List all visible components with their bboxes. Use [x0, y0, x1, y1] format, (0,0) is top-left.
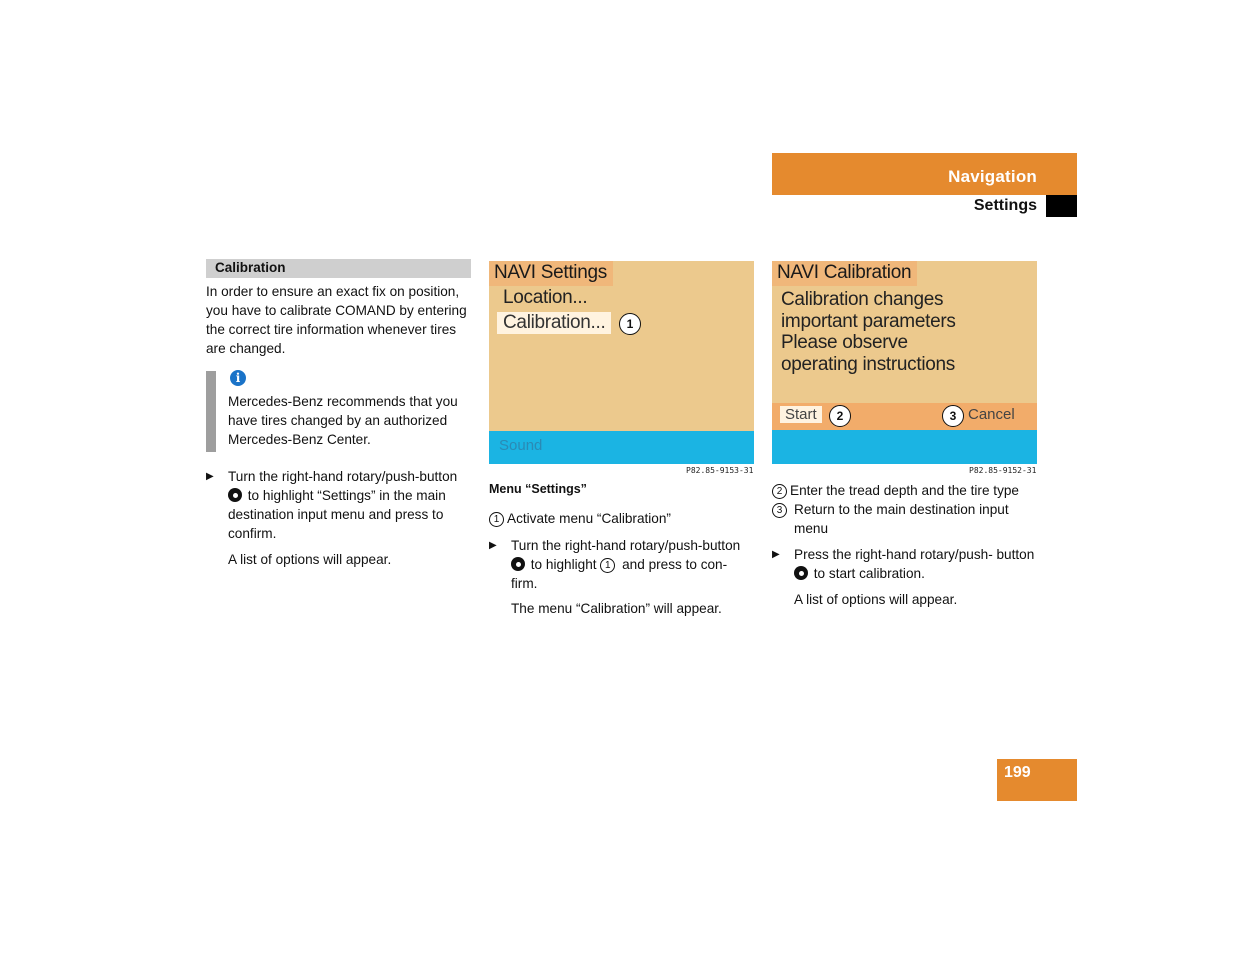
legend-item-1 [489, 509, 755, 528]
callout-number-3: 3 [772, 503, 787, 518]
screen-footer [489, 431, 754, 464]
start-button: Start [780, 406, 822, 423]
step-text-mid: to highlight [530, 557, 597, 572]
info-text: Mercedes-Benz recommends that you have tires changed by an authorized Mercedes-Benz Center. [228, 394, 458, 447]
step-text-pre: Turn the right-hand rotary/push-button [228, 469, 458, 484]
rotary-knob-icon [511, 557, 525, 571]
info-icon: i [230, 370, 246, 386]
step-text-post: and press to con- firm. [511, 557, 728, 591]
rotary-knob-icon [794, 566, 808, 580]
page-number-box [997, 759, 1077, 801]
screen-navi-calibration [772, 261, 1037, 464]
screen-title: NAVI Calibration [772, 261, 917, 286]
thumb-tab-marker [1046, 195, 1077, 217]
page-number: 199 [1004, 764, 1031, 781]
button-bar [772, 403, 1037, 430]
legend-text: Activate menu “Calibration” [507, 511, 671, 526]
figure-caption: Menu “Settings” [489, 482, 587, 496]
menu-item-location: Location... [503, 287, 588, 308]
callout-marker-2: 2 [829, 405, 851, 427]
step-2-result: The menu “Calibration” will appear. [511, 601, 722, 616]
message-line: operating instructions [781, 353, 956, 375]
callout-marker-3: 3 [942, 405, 964, 427]
section-heading-bar [206, 259, 471, 278]
image-code: P82.85-9153-31 [686, 466, 754, 475]
cancel-button: Cancel [968, 406, 1015, 423]
callout-marker-1: 1 [619, 313, 641, 335]
image-code: P82.85-9152-31 [969, 466, 1037, 475]
legend-text: Return to the main destination input menu [794, 502, 1009, 536]
message-line: Please observe [781, 332, 908, 353]
callout-number-1: 1 [489, 512, 504, 527]
callout-number-1: 1 [600, 558, 615, 573]
step-text-pre: Turn the right-hand rotary/push-button [511, 538, 741, 553]
step-1-result: A list of options will appear. [228, 552, 392, 567]
screen-footer [772, 430, 1037, 464]
screen-message [781, 289, 956, 375]
bullet-triangle-icon: ▶ [489, 540, 497, 551]
chapter-subtitle: Settings [973, 197, 1037, 214]
legend-text: Enter the tread depth and the tire type [790, 483, 1019, 498]
step-text-post: to highlight “Settings” in the main destination input menu and press to confirm. [228, 488, 446, 541]
message-line: Calibration changes [781, 289, 944, 310]
footer-label-sound: Sound [499, 437, 543, 454]
screen-navi-settings [489, 261, 754, 464]
section-heading: Calibration [215, 260, 286, 275]
message-line: important parameters [781, 310, 956, 332]
callout-number-2: 2 [772, 484, 787, 499]
rotary-knob-icon [228, 488, 242, 502]
legend-item-2 [772, 481, 1038, 500]
bullet-triangle-icon: ▶ [206, 471, 214, 482]
menu-item-calibration: Calibration... [497, 312, 611, 334]
step-3-result: A list of options will appear. [794, 592, 958, 607]
screen-title: NAVI Settings [489, 261, 613, 286]
step-text-pre: Press the right-hand rotary/push- button [794, 547, 1035, 562]
chapter-title: Navigation [948, 167, 1037, 186]
header-bar [772, 153, 1077, 195]
info-sidebar [206, 371, 216, 452]
step-text-post: to start calibration. [813, 566, 925, 581]
legend-item-3 [772, 500, 1038, 538]
intro-paragraph: In order to ensure an exact fix on position, you have to calibrate COMAND by entering the correct tire information whenever tires are changed. [206, 284, 467, 356]
bullet-triangle-icon: ▶ [772, 549, 780, 560]
